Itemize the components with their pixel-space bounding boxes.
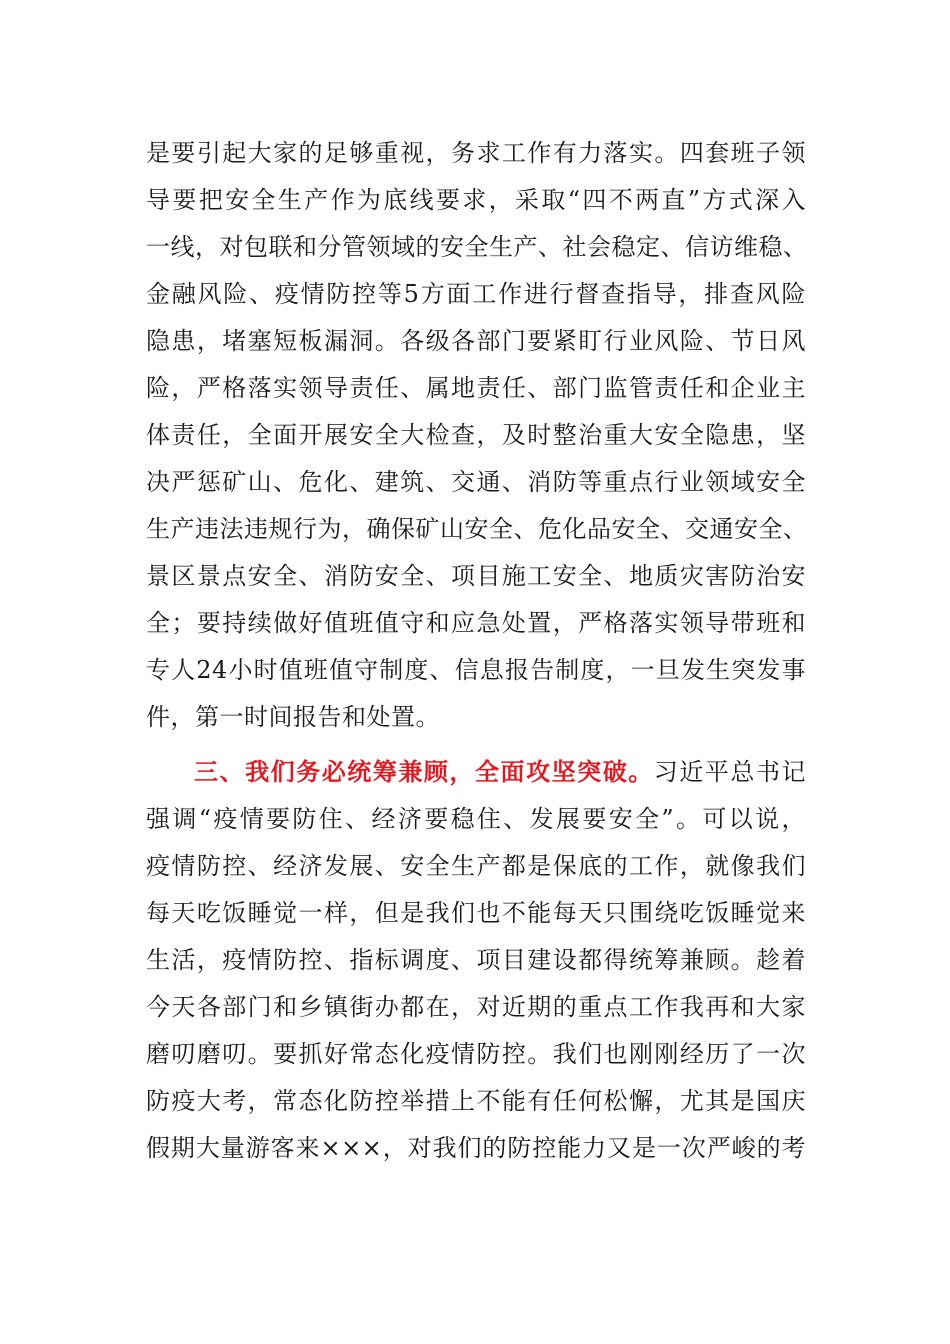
section-heading-line [194, 752, 806, 792]
text-line: 一线，对包联和分管领域的安全生产、社会稳定、信访维稳、 [146, 233, 808, 261]
text-line: 生活，疫情防控、指标调度、项目建设都得统筹兼顾。趁着 [146, 946, 806, 974]
text-line: 隐患，堵塞短板漏洞。各级各部门要紧盯行业风险、节日风 [146, 327, 806, 355]
text-line: 假期大量游客来×××，对我们的防控能力又是一次严峻的考 [146, 1134, 806, 1162]
section-heading: 三、我们务必统筹兼顾，全面攻坚突破。 [194, 758, 654, 786]
text-line: 强调“疫情要防住、经济要稳住、发展要安全”。可以说， [146, 805, 806, 833]
text-line: 件，第一时间报告和处置。 [146, 703, 440, 731]
text-line: 景区景点安全、消防安全、项目施工安全、地质灾害防治安 [146, 562, 806, 590]
text-line: 导要把安全生产作为底线要求，采取“四不两直”方式深入 [146, 186, 806, 214]
text-line: 体责任，全面开展安全大检查，及时整治重大安全隐患，坚 [146, 421, 806, 449]
text-line: 是要引起大家的足够重视，务求工作有力落实。四套班子领 [146, 139, 806, 167]
text-line: 金融风险、疫情防控等5方面工作进行督查指导，排查风险 [146, 280, 806, 308]
text-line: 每天吃饭睡觉一样，但是我们也不能每天只围绕吃饭睡觉来 [146, 899, 806, 927]
text-line: 全；要持续做好值班值守和应急处置，严格落实领导带班和 [146, 609, 806, 637]
text-line: 防疫大考，常态化防控举措上不能有任何松懈，尤其是国庆 [146, 1087, 806, 1115]
text-line-rest: 习近平总书记 [653, 758, 806, 786]
text-line: 专人24小时值班值守制度、信息报告制度，一旦发生突发事 [146, 656, 806, 684]
text-line: 险，严格落实领导责任、属地责任、部门监管责任和企业主 [146, 374, 806, 402]
text-line: 决严惩矿山、危化、建筑、交通、消防等重点行业领域安全 [146, 468, 806, 496]
text-line: 疫情防控、经济发展、安全生产都是保底的工作，就像我们 [146, 852, 806, 880]
text-line: 今天各部门和乡镇街办都在，对近期的重点工作我再和大家 [146, 993, 806, 1021]
text-line: 生产违法违规行为，确保矿山安全、危化品安全、交通安全、 [146, 515, 808, 543]
text-line: 磨叨磨叨。要抓好常态化疫情防控。我们也刚刚经历了一次 [146, 1040, 806, 1068]
